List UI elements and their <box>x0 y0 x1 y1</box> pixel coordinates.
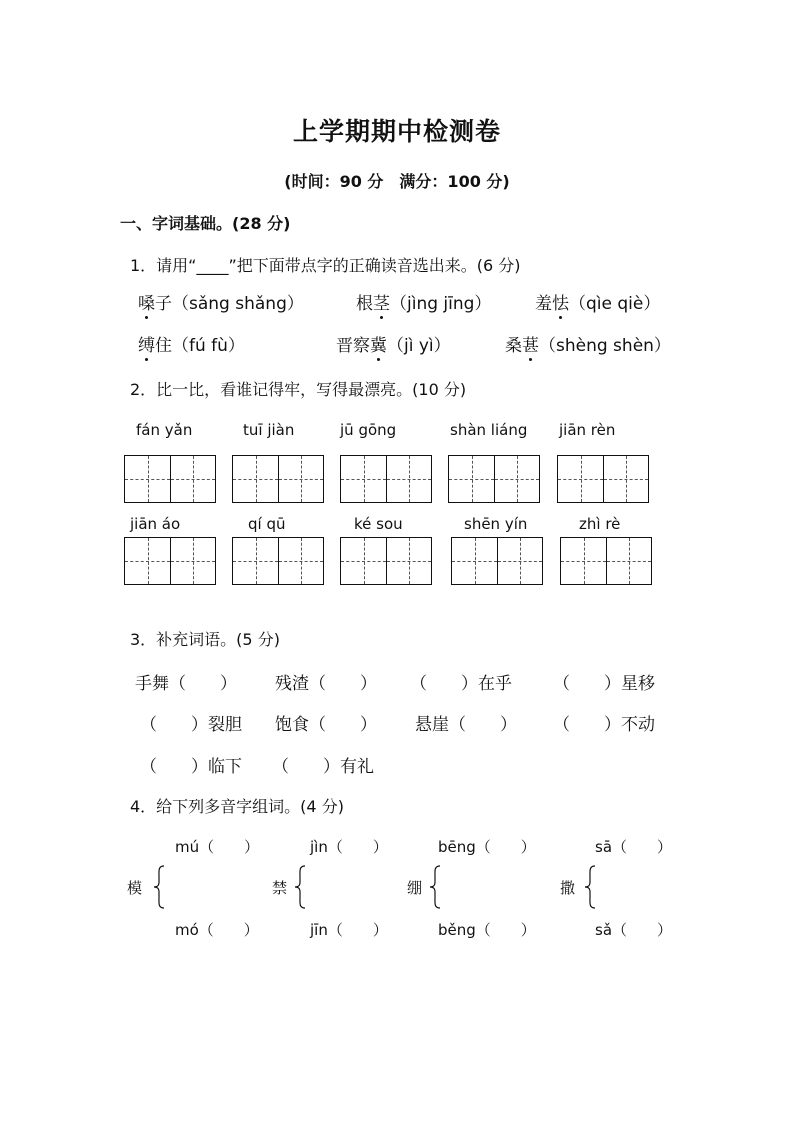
writing-grid[interactable] <box>560 537 652 585</box>
page-title: 上学期期中检测卷 <box>292 117 501 146</box>
dotted-char: 冀 <box>370 331 387 356</box>
q1-item: 嗓子（sǎng shǎng） <box>138 289 304 314</box>
writing-grid[interactable] <box>124 537 216 585</box>
question-3-prompt: 3．补充词语。(5 分) <box>130 630 280 649</box>
q1-item: 桑葚（shèng shèn） <box>505 331 671 356</box>
reading-bottom[interactable]: jīn（ ） <box>310 921 388 939</box>
q1-item: 缚住（fú fù） <box>138 331 245 356</box>
fill-blank-item[interactable]: 饱食（ ） <box>275 715 377 735</box>
fill-blank-item[interactable]: （ ）不动 <box>553 715 655 735</box>
pinyin-label: ké sou <box>354 515 403 533</box>
writing-grid[interactable] <box>232 455 324 503</box>
pinyin-label: jiān áo <box>130 515 181 533</box>
pinyin-label: shēn yín <box>464 515 528 533</box>
reading-bottom[interactable]: běng（ ） <box>438 921 536 939</box>
writing-grid[interactable] <box>557 455 649 503</box>
pinyin-label: fán yǎn <box>136 421 193 439</box>
pinyin-label: jiān rèn <box>559 421 616 439</box>
fill-blank-item[interactable]: 悬崖（ ） <box>415 715 517 735</box>
question-2-prompt: 2．比一比，看谁记得牢，写得最漂亮。(10 分) <box>130 380 467 399</box>
polyphone-char: 禁 <box>272 879 288 897</box>
writing-grid[interactable] <box>232 537 324 585</box>
brace-icon <box>293 865 307 909</box>
question-1-prompt: 1．请用“____”把下面带点字的正确读音选出来。(6 分) <box>130 256 521 275</box>
brace-icon <box>428 865 442 909</box>
question-4-prompt: 4．给下列多音字组词。(4 分) <box>130 797 344 816</box>
fill-blank-item[interactable]: （ ）临下 <box>140 757 242 777</box>
polyphone-char: 模 <box>127 879 143 897</box>
exam-info: (时间：90 分 满分：100 分) <box>284 172 510 191</box>
reading-top[interactable]: sā（ ） <box>595 838 673 856</box>
writing-grid[interactable] <box>124 455 216 503</box>
fill-blank-item[interactable]: （ ）有礼 <box>272 757 374 777</box>
reading-top[interactable]: bēng（ ） <box>438 838 536 856</box>
pinyin-label: zhì rè <box>579 515 621 533</box>
dotted-char: 怯 <box>552 289 569 314</box>
brace-icon <box>152 865 166 909</box>
pinyin-label: tuī jiàn <box>243 421 295 439</box>
brace-icon <box>583 865 597 909</box>
writing-grid[interactable] <box>448 455 540 503</box>
pinyin-label: jū gōng <box>340 421 397 439</box>
writing-grid[interactable] <box>340 455 432 503</box>
reading-top[interactable]: mú（ ） <box>175 838 260 856</box>
dotted-char: 缚 <box>138 331 155 356</box>
fill-blank-item[interactable]: （ ）裂胆 <box>140 715 242 735</box>
reading-bottom[interactable]: sǎ（ ） <box>595 921 673 939</box>
dotted-char: 葚 <box>522 331 539 356</box>
q1-item: 根茎（jìng jīng） <box>356 289 491 314</box>
polyphone-char: 绷 <box>407 879 423 897</box>
reading-top[interactable]: jìn（ ） <box>310 838 388 856</box>
dotted-char: 茎 <box>373 289 390 314</box>
pinyin-label: qí qū <box>248 515 286 533</box>
writing-grid[interactable] <box>451 537 543 585</box>
writing-grid[interactable] <box>340 537 432 585</box>
fill-blank-item[interactable]: （ ）星移 <box>553 674 655 694</box>
section-heading: 一、字词基础。(28 分) <box>120 214 291 233</box>
q1-item: 羞怯（qìe qiè） <box>535 289 660 314</box>
fill-blank-item[interactable]: 残渣（ ） <box>275 674 377 694</box>
q1-item: 晋察冀（jì yì） <box>336 331 451 356</box>
fill-blank-item[interactable]: （ ）在乎 <box>410 674 512 694</box>
pinyin-label: shàn liáng <box>450 421 528 439</box>
dotted-char: 嗓 <box>138 289 155 314</box>
polyphone-char: 撒 <box>560 879 576 897</box>
reading-bottom[interactable]: mó（ ） <box>175 921 259 939</box>
fill-blank-item[interactable]: 手舞（ ） <box>135 674 237 694</box>
